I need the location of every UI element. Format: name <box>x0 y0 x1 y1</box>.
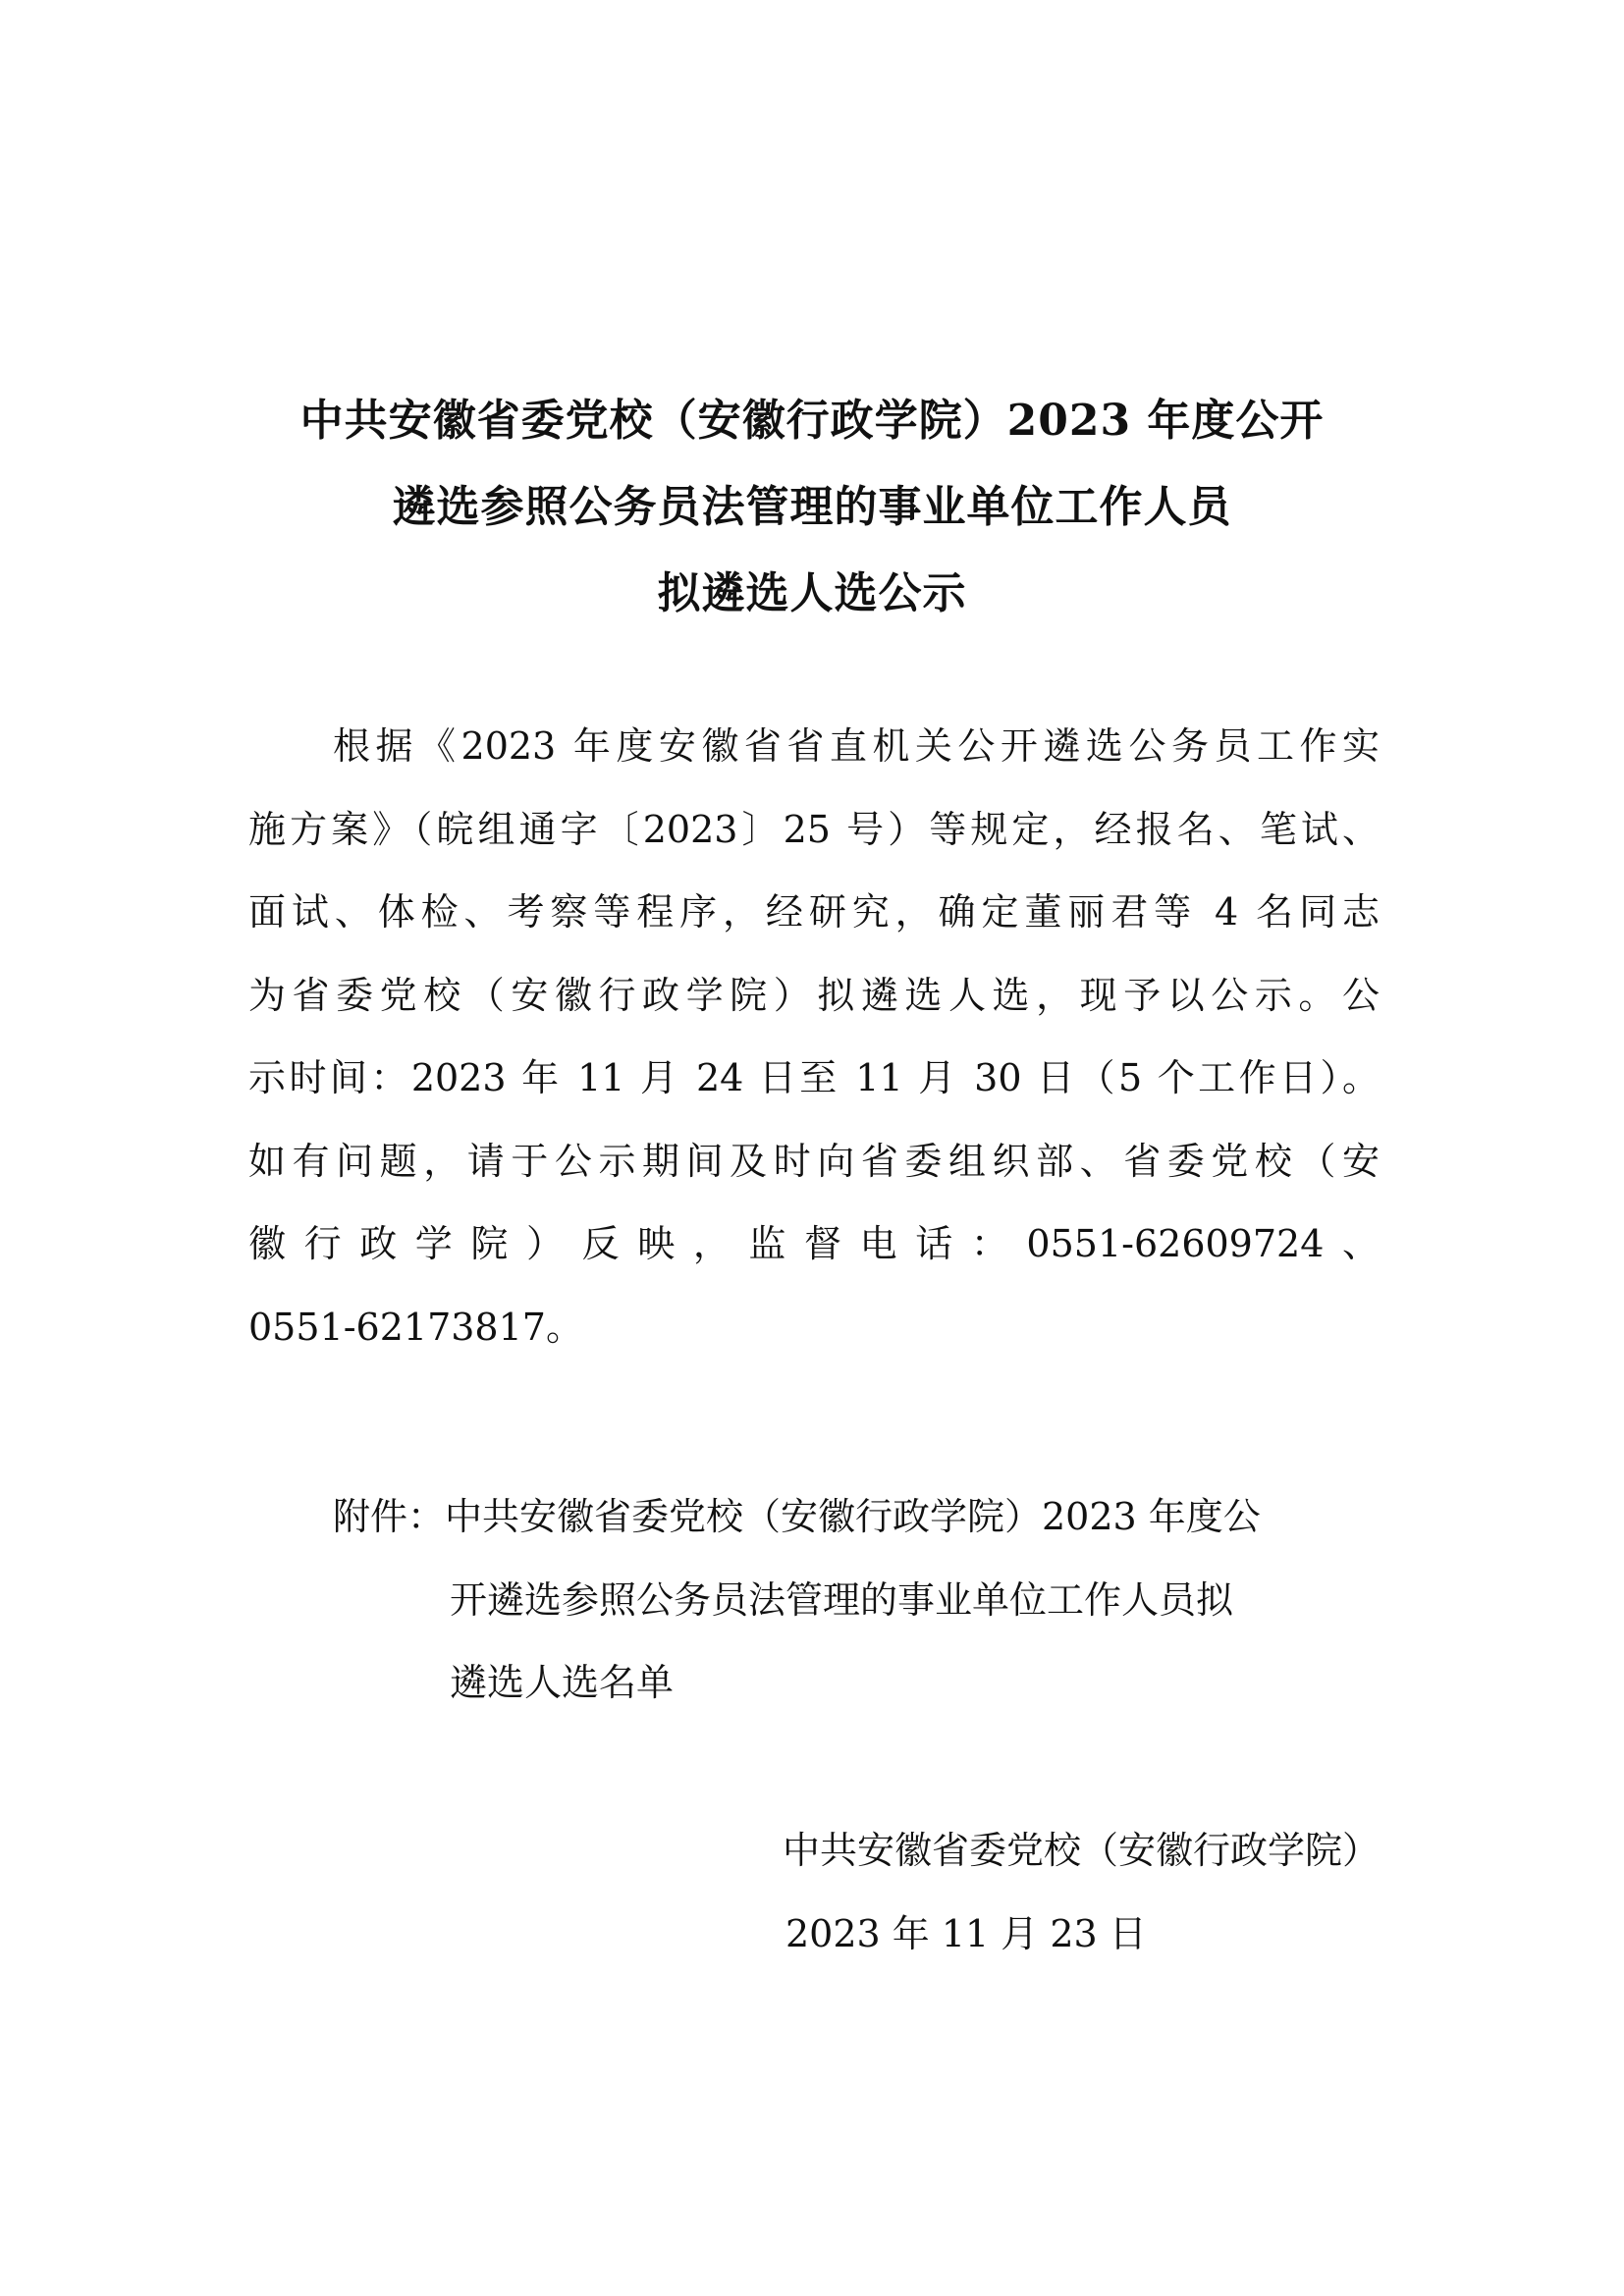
body-line: 为省委党校（安徽行政学院）拟遴选人选，现予以公示。公 <box>248 973 1380 1017</box>
document-title <box>196 378 1428 637</box>
title-line-1: 中共安徽省委党校（安徽行政学院）2023 年度公开 <box>299 396 1325 446</box>
title-line-2: 遴选参照公务员法管理的事业单位工作人员 <box>392 482 1232 532</box>
body-line: 施方案》（皖组通字〔2023〕25 号）等规定，经报名、笔试、 <box>248 807 1380 851</box>
body-line: 根据《2023 年度安徽省省直机关公开遴选公务员工作实 <box>333 724 1380 768</box>
body-line: 徽行政学院）反映，监督电话：0551-62609724、 <box>248 1222 1380 1265</box>
announcement-body <box>248 705 1380 1368</box>
body-line: 0551-62173817。 <box>248 1305 583 1349</box>
body-line: 示时间：2023 年 11 月 24 日至 11 月 30 日（5 个工作日）。 <box>248 1056 1380 1099</box>
body-line: 面试、体检、考察等程序，经研究，确定董丽君等 4 名同志 <box>248 890 1380 934</box>
title-line-3: 拟遴选人选公示 <box>657 568 967 618</box>
signature-org: 中共安徽省委党校（安徽行政学院） <box>782 1829 1380 1872</box>
attachment-line: 附件：中共安徽省委党校（安徽行政学院）2023 年度公 <box>333 1495 1261 1538</box>
signature-date: 2023 年 11 月 23 日 <box>785 1911 1147 1955</box>
attachment-note <box>248 1475 1380 1725</box>
signature-block <box>687 1809 1380 1975</box>
body-line: 如有问题，请于公示期间及时向省委组织部、省委党校（安 <box>248 1139 1380 1183</box>
attachment-line: 开遴选参照公务员法管理的事业单位工作人员拟 <box>450 1577 1234 1622</box>
attachment-line: 遴选人选名单 <box>450 1661 675 1704</box>
